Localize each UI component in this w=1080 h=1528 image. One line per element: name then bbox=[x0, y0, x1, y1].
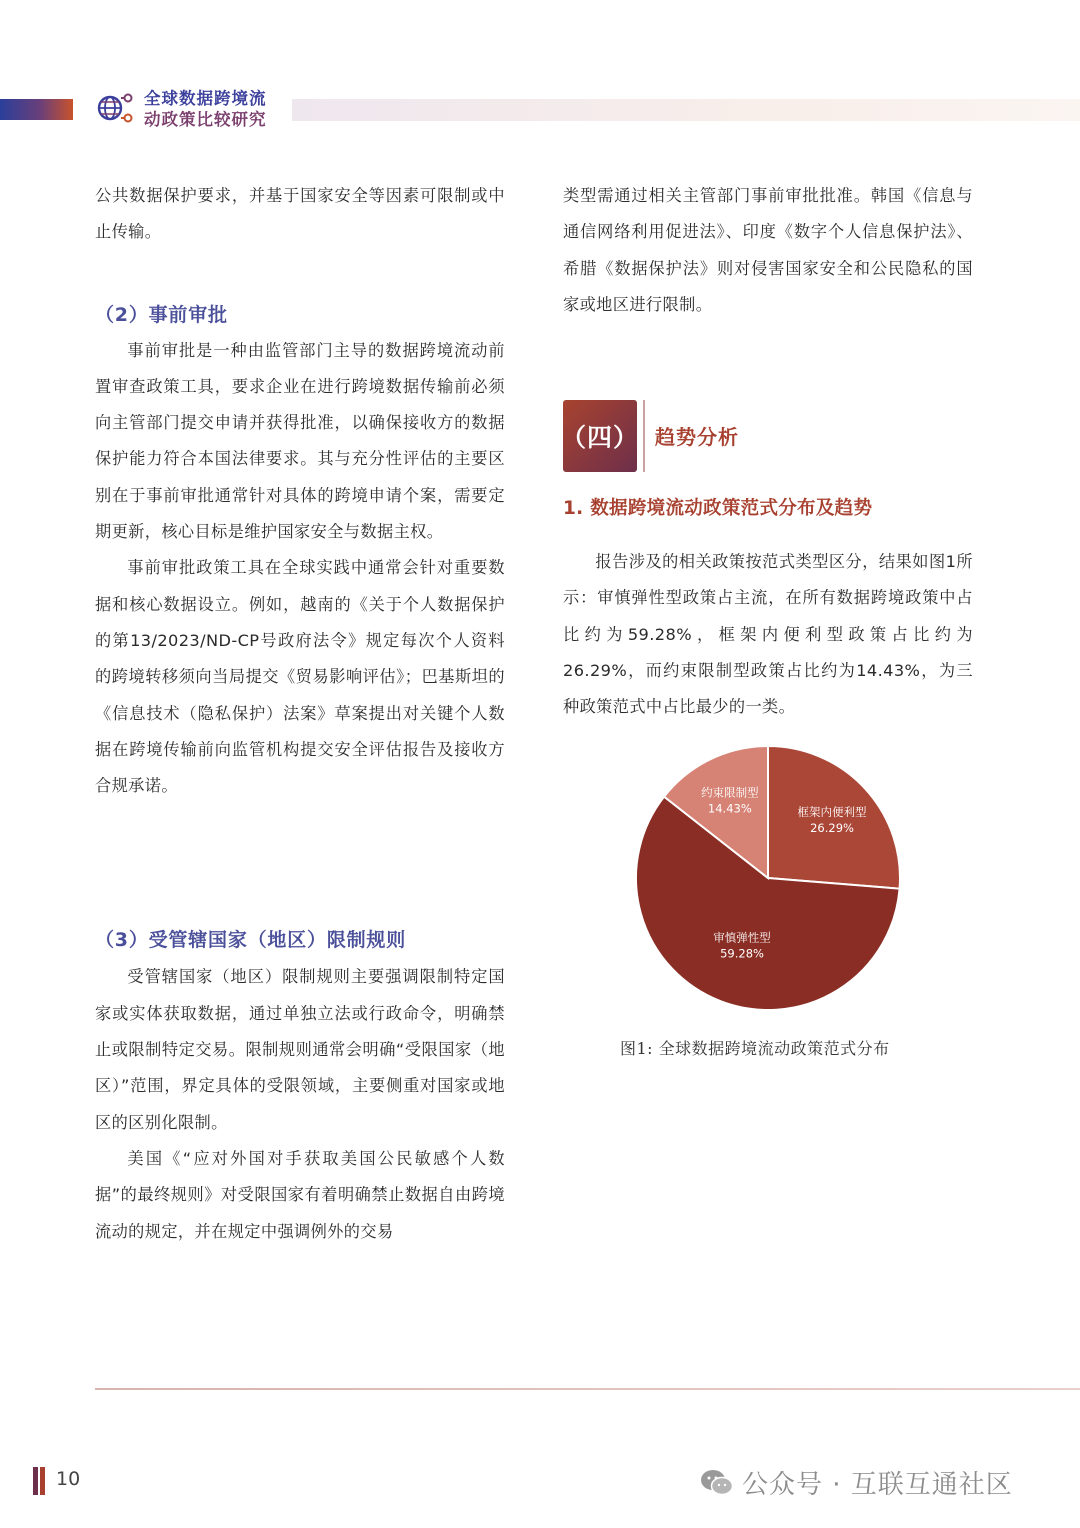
right-column bbox=[563, 178, 973, 323]
section-title: 趋势分析 bbox=[655, 425, 739, 449]
section-divider bbox=[643, 400, 645, 472]
right-column-lower bbox=[563, 494, 973, 725]
pie-value-label: 59.28% bbox=[720, 946, 764, 961]
pie-label: 约束限制型 bbox=[701, 785, 759, 800]
page-number: 10 bbox=[56, 1468, 81, 1490]
pie-value-label: 14.43% bbox=[707, 801, 752, 816]
heading-trend: 1. 数据跨境流动政策范式分布及趋势 bbox=[563, 498, 873, 519]
paragraph-continued: 类型需通过相关主管部门事前审批批准。韩国《信息与通信网络利用促进法》、印度《数字个人信息保护法》、希腊《数据保护法》则对侵害国家安全和公民隐私的国家或地区进行限制。 bbox=[563, 186, 973, 314]
watermark bbox=[700, 1464, 1013, 1501]
paragraph: 报告涉及的相关政策按范式类型区分，结果如图1所示：审慎弹性型政策占主流，在所有数据跨境政策中占比约为59.28%，框架内便利型政策占比约为26.29%，而约束限制型政策占比约为14.43%，为三种政策范式中占比最少的一类。 bbox=[563, 552, 973, 717]
header-title-line1: 全球数据跨境流 bbox=[144, 89, 267, 108]
paragraph: 事前审批是一种由监管部门主导的数据跨境流动前置审查政策工具，要求企业在进行跨境数据传输前必须向主管部门提交申请并获得批准，以确保接收方的数据保护能力符合本国法律要求。其与充分性评估的主要区别在于事前审批通常针对具体的跨境申请个案，需要定期更新，核心目标是维护国家安全与数据主权。 bbox=[95, 340, 505, 542]
pie-label: 审慎弹性型 bbox=[713, 930, 771, 945]
page-marker bbox=[40, 1467, 45, 1495]
section-badge: （四） bbox=[563, 400, 637, 472]
page-marker bbox=[33, 1467, 38, 1495]
header-band bbox=[292, 99, 1080, 121]
paragraph-continued: 公共数据保护要求，并基于国家安全等因素可限制或中止传输。 bbox=[95, 186, 505, 242]
globe-logo-icon bbox=[94, 86, 138, 130]
paragraph: 事前审批政策工具在全球实践中通常会针对重要数据和核心数据设立。例如，越南的《关于个人数据保护的第13/2023/ND-CP号政府法令》规定每次个人资料的跨境转移须向当局提交《贸易影响评估》；巴基斯坦的《信息技术（隐私保护）法案》草案提出对关键个人数据在跨境传输前向监管机构提交安全评估报告及接收方合规承诺。 bbox=[95, 558, 505, 796]
pie-value-label: 26.29% bbox=[810, 820, 854, 835]
header-title-line2: 动政策比较研究 bbox=[144, 110, 267, 129]
paragraph: 美国《“应对外国对手获取美国公民敏感个人数据”的最终规则》对受限国家有着明确禁止数据自由跨境流动的规定，并在规定中强调例外的交易 bbox=[95, 1148, 505, 1241]
figure-caption: 图1: 全球数据跨境流动政策范式分布 bbox=[620, 1039, 890, 1058]
pie-label: 框架内便利型 bbox=[797, 804, 867, 819]
watermark-text: 公众号 · 互联互通社区 bbox=[742, 1470, 1013, 1500]
pie-chart bbox=[630, 740, 906, 1016]
left-column bbox=[95, 178, 505, 1250]
subsection-2-title: （2）事前审批 bbox=[95, 303, 228, 326]
paragraph: 受管辖国家（地区）限制规则主要强调限制特定国家或实体获取数据，通过单独立法或行政命令，明确禁止或限制特定交易。限制规则通常会明确“受限国家（地区）”范围，界定具体的受限领域，主要侧重对国家或地区的区别化限制。 bbox=[95, 967, 505, 1132]
header-title bbox=[144, 88, 284, 130]
subsection-3-title: （3）受管辖国家（地区）限制规则 bbox=[95, 929, 407, 952]
header-accent-bar bbox=[0, 99, 73, 120]
footer-rule bbox=[95, 1388, 1080, 1390]
wechat-icon bbox=[700, 1468, 734, 1498]
